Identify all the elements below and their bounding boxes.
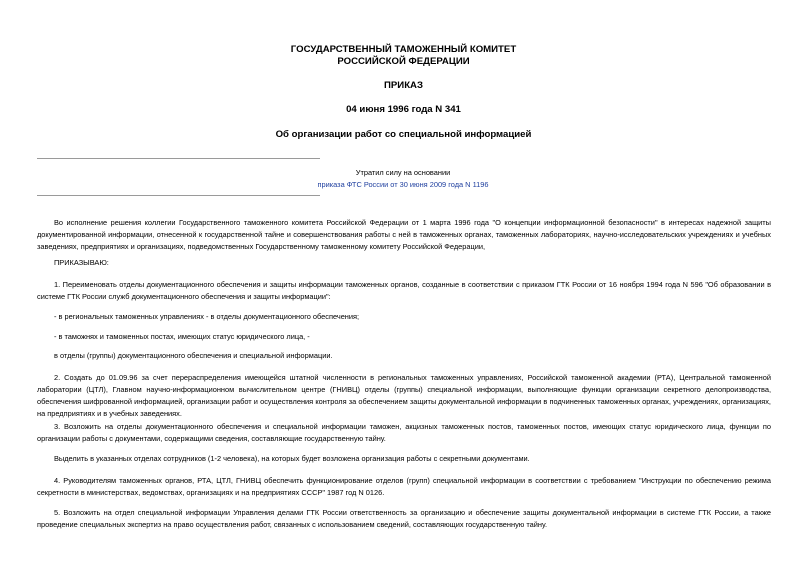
revocation-order-link[interactable]: приказа ФТС России от 30 июня 2009 года N 1196 xyxy=(317,180,489,189)
paragraph-3-extra: Выделить в указанных отделах сотрудников (1-2 человека), на которых будет возложена организация работы с секретными документами. xyxy=(54,454,530,463)
paragraph-4: 4. Руководителям таможенных органов, РТА, ЦТЛ, ГНИВЦ обеспечить функционирование отделов (групп) специальной информации в соответствии с требованием "Инструкции по обеспечению режима секретности в министерствах, ведомствах, организациях и на предприятиях СССР" 1987 год N 0126. xyxy=(37,476,771,497)
top-divider xyxy=(37,158,320,159)
paragraph-1-item-2: - в таможнях и таможенных постах, имеющих статус юридического лица, - xyxy=(54,332,310,341)
paragraph-5: 5. Возложить на отдел специальной информации Управления делами ГТК России ответственность за организацию и обеспечение защиты документальной информации в системе ГТК России, а также проведение специальных экспертиз на право осуществления работ, связанных с использованием сведений, составляющих государственную тайну. xyxy=(37,508,771,529)
paragraph-1-item-1: - в региональных таможенных управлениях - в отделы документационного обеспечения; xyxy=(54,312,360,321)
paragraph-1-item-3: в отделы (группы) документационного обеспечения и специальной информации. xyxy=(54,351,333,360)
order-word: ПРИКАЗЫВАЮ: xyxy=(54,258,109,267)
paragraph-3: 3. Возложить на отделы документационного обеспечения и специальной информации таможен, акцизных таможенных постов, таможенных постов, имеющих статус юридического лица, функции по организации работы с документами, содержащими сведения, составляющие государственную тайну. xyxy=(37,422,771,443)
agency-name-line1: ГОСУДАРСТВЕННЫЙ ТАМОЖЕННЫЙ КОМИТЕТ xyxy=(290,44,517,55)
revocation-notice-text: Утратил силу на основании xyxy=(355,168,451,177)
document-title: Об организации работ со специальной информацией xyxy=(275,129,532,140)
paragraph-2: 2. Создать до 01.09.96 за счет перераспределения имеющейся штатной численности в региональных таможенных управлениях, Российской таможенной академии (РТА), Центральной таможенной лаборатории (ЦТЛ), Главном научно-информационном вычислительном центре (ГНИВЦ) отделы (группы) специальной информации, выполняющие функции организации секретного делопроизводства, обеспечения шифрованной информацией, организации работ и осуществления контроля за обеспечением защиты документальной информации в подчиненных таможенных органах, учреждениях, организациях, на предприятиях и в учебных заведениях. xyxy=(37,373,771,418)
paragraph-1: 1. Переименовать отделы документационного обеспечения и защиты информации таможенных органов, созданные в соответствии с приказом ГТК России от 16 ноября 1994 года N 596 "Об образовании в системе ГТК России служб документационного обеспечения и защиты информации": xyxy=(37,280,771,301)
document-type: ПРИКАЗ xyxy=(384,80,423,91)
bottom-divider xyxy=(37,195,320,196)
intro-paragraph: Во исполнение решения коллегии Государственного таможенного комитета Российской Федерации от 1 марта 1996 года "О концепции информационной безопасности" в интересах надежной защиты документированной информации, отнесенной к государственной тайне и совершенствования работы с ней в таможенных органах, таможенных лабораториях, научно-исследовательских учреждениях и учебных заведениях, предприятиях и организациях, подведомственных Государственному таможенному комитету Российской Федерации, xyxy=(37,218,771,251)
agency-name-line2: РОССИЙСКОЙ ФЕДЕРАЦИИ xyxy=(337,56,470,67)
document-date-number: 04 июня 1996 года N 341 xyxy=(346,104,461,115)
